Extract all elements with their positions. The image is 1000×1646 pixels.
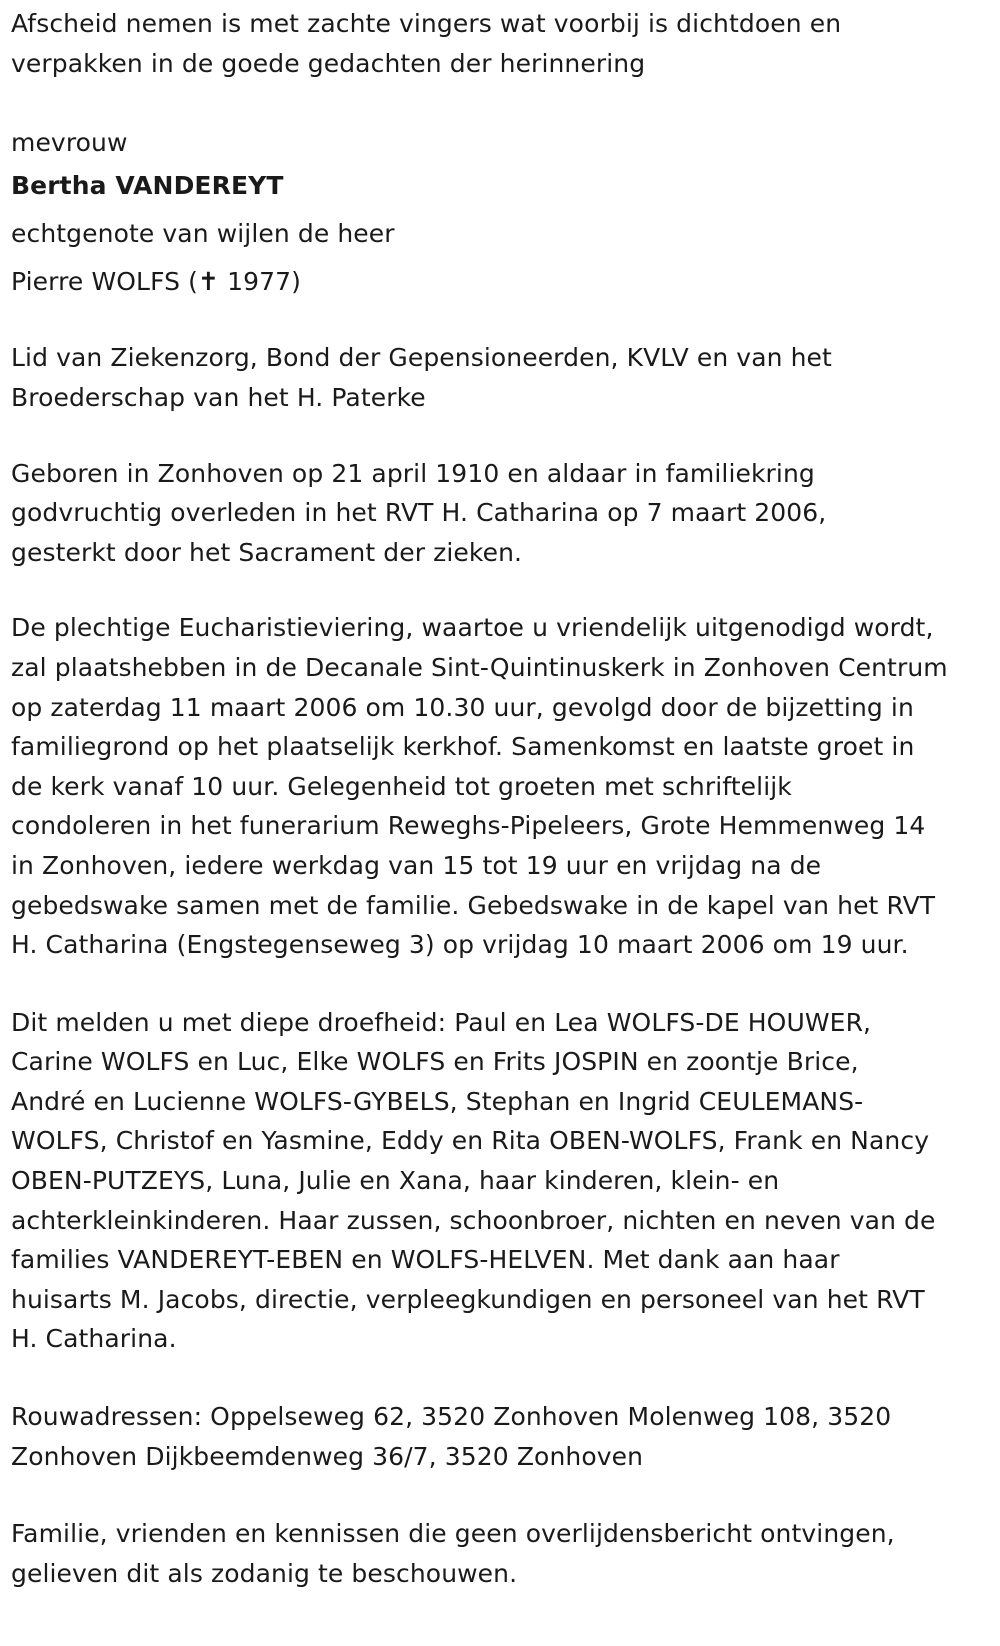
funeral-paragraph [11,608,991,964]
family-line: huisarts M. Jacobs, directie, verpleegkundigen en personeel van het RVT [11,1284,925,1314]
title-word: mevrouw [11,127,128,157]
addresses-line: Zonhoven Dijkbeemdenweg 36/7, 3520 Zonhoven [11,1441,644,1471]
family-line: H. Catharina. [11,1324,177,1354]
funeral-line: gebedswake samen met de familie. Gebedswake in de kapel van het RVT [11,890,936,920]
birth-death-line: gesterkt door het Sacrament der zieken. [11,537,523,567]
addresses-paragraph [11,1397,991,1476]
family-line: WOLFS, Christof en Yasmine, Eddy en Rita OBEN-WOLFS, Frank en Nancy [11,1126,930,1156]
death-notice [11,4,991,1593]
birth-death-line: Geboren in Zonhoven op 21 april 1910 en aldaar in familiekring [11,458,815,488]
memberships-line: Broederschap van het H. Paterke [11,382,426,412]
funeral-line: zal plaatshebben in de Decanale Sint-Quintinuskerk in Zonhoven Centrum [11,652,948,682]
addresses-line: Rouwadressen: Oppelseweg 62, 3520 Zonhoven Molenweg 108, 3520 [11,1402,892,1432]
intro-line: Afscheid nemen is met zachte vingers wat voorbij is dichtdoen en [11,9,842,38]
funeral-line: H. Catharina (Engstegenseweg 3) op vrijdag 10 maart 2006 om 19 uur. [11,930,909,960]
closing-paragraph [11,1514,991,1593]
birth-death-line: godvruchtig overleden in het RVT H. Catharina op 7 maart 2006, [11,498,827,528]
funeral-line: in Zonhoven, iedere werkdag van 15 tot 19 uur en vrijdag na de [11,850,822,880]
funeral-line: op zaterdag 11 maart 2006 om 10.30 uur, gevolgd door de bijzetting in [11,692,914,722]
funeral-line: de kerk vanaf 10 uur. Gelegenheid tot groeten met schriftelijk [11,771,792,801]
intro-paragraph [11,4,991,83]
family-line: Dit melden u met diepe droefheid: Paul en Lea WOLFS-DE HOUWER, [11,1007,872,1037]
closing-line: Familie, vrienden en kennissen die geen overlijdensbericht ontvingen, [11,1519,895,1549]
family-paragraph [11,1003,991,1359]
memberships-line: Lid van Ziekenzorg, Bond der Gepensioneerden, KVLV en van het [11,343,832,373]
family-line: OBEN-PUTZEYS, Luna, Julie en Xana, haar kinderen, klein- en [11,1166,780,1196]
deceased-name: Bertha VANDEREYT [11,171,284,201]
spouse-name: Pierre WOLFS (✝ 1977) [11,267,301,297]
closing-line: gelieven dit als zodanig te beschouwen. [11,1558,518,1588]
funeral-line: condoleren in het funerarium Reweghs-Pipeleers, Grote Hemmenweg 14 [11,811,926,841]
funeral-line: De plechtige Eucharistieviering, waartoe u vriendelijk uitgenodigd wordt, [11,613,934,643]
birth-death-paragraph [11,454,991,573]
memberships-paragraph [11,338,991,417]
spouse-line: echtgenote van wijlen de heer [11,219,395,249]
funeral-line: familiegrond op het plaatselijk kerkhof. Samenkomst en laatste groet in [11,732,915,762]
family-line: Carine WOLFS en Luc, Elke WOLFS en Frits JOSPIN en zoontje Brice, [11,1047,859,1077]
family-line: achterkleinkinderen. Haar zussen, schoonbroer, nichten en neven van de [11,1205,936,1235]
family-line: families VANDEREYT-EBEN en WOLFS-HELVEN. Met dank aan haar [11,1245,840,1275]
intro-line: verpakken in de goede gedachten der herinnering [11,48,646,78]
family-line: André en Lucienne WOLFS-GYBELS, Stephan en Ingrid CEULEMANS- [11,1086,864,1116]
